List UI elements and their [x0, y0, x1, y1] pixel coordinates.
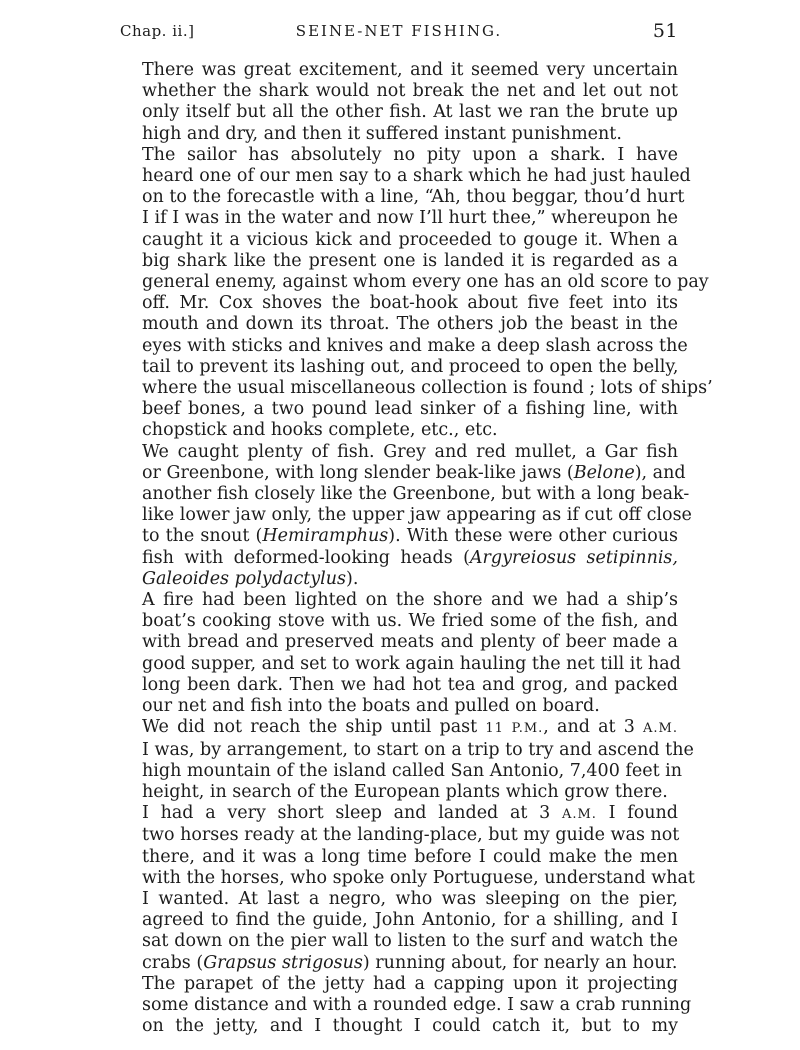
text-line: tail to prevent its lashing out, and proceed to open the belly, — [142, 356, 679, 377]
text-line: eyes with sticks and knives and make a deep slash across the — [142, 335, 688, 356]
paragraph — [120, 441, 692, 590]
species-name: Hemiramphus — [262, 526, 389, 547]
text-line: high mountain of the island called San Antonio, 7,400 feet in — [142, 760, 683, 781]
species-name: Galeoides polydactylus — [142, 568, 347, 589]
text-line: with the horses, who spoke only Portuguese, understand what — [142, 867, 695, 888]
text-line: The sailor has absolutely no pity upon a shark. I have — [142, 144, 678, 165]
text-line: I if I was in the water and now I’ll hurt thee,” whereupon he — [142, 208, 678, 229]
text-line: where the usual miscellaneous collection is found ; lots of ships’ — [142, 378, 713, 399]
text-line: fish with deformed-looking heads (Argyreiosus setipinnis, — [142, 547, 678, 568]
text-line: We caught plenty of fish. Grey and red mullet, a Gar fish — [142, 441, 678, 462]
page-body — [120, 60, 713, 1037]
text-line: general enemy, against whom every one has an old score to pay — [142, 272, 709, 293]
text-line: beef bones, a two pound lead sinker of a fishing line, with — [142, 399, 678, 420]
text-line: I was, by arrangement, to start on a trip to try and ascend the — [142, 739, 694, 760]
text-line: The parapet of the jetty had a capping upon it projecting — [142, 973, 678, 994]
text-line: some distance and with a rounded edge. I saw a crab running — [142, 994, 692, 1015]
text-line: big shark like the present one is landed it is regarded as a — [142, 250, 678, 271]
text-line: heard one of our men say to a shark which he had just hauled — [142, 166, 691, 187]
text-line: boat’s cooking stove with us. We fried some of the fish, and — [142, 611, 678, 632]
text-line: off. Mr. Cox shoves the boat-hook about five feet into its — [142, 293, 678, 314]
text-line: chopstick and hooks complete, etc., etc. — [142, 420, 498, 441]
text-line: there, and it was a long time before I could make the men — [142, 846, 678, 867]
species-name: Belone — [573, 462, 635, 483]
chapter-label: Chap. ii.] — [120, 22, 195, 40]
text-line: on to the forecastle with a line, “Ah, thou beggar, thou’d hurt — [142, 187, 685, 208]
text-line: A fire had been lighted on the shore and we had a ship’s — [142, 590, 678, 611]
running-title: SEINE-NET FISHING. — [295, 22, 503, 40]
time-label: A.M. — [642, 721, 678, 737]
text-line: like lower jaw only, the upper jaw appearing as if cut off close — [142, 505, 692, 526]
time-label: 11 P.M. — [485, 721, 544, 737]
text-line: I had a very short sleep and landed at 3 A.M. I found — [142, 803, 678, 824]
paragraph — [120, 590, 681, 717]
text-line: We did not reach the ship until past 11 P.M., and at 3 A.M. — [142, 717, 678, 738]
text-line: long been dark. Then we had hot tea and grog, and packed — [142, 674, 678, 695]
text-line: or Greenbone, with long slender beak-like jaws (Belone), and — [142, 462, 686, 483]
species-name: Grapsus strigosus — [203, 952, 363, 973]
text-line: another fish closely like the Greenbone, but with a long beak- — [142, 484, 690, 505]
paragraph — [120, 60, 678, 145]
paragraph — [120, 803, 695, 974]
text-line: There was great excitement, and it seemed very uncertain — [142, 60, 678, 80]
text-line: Galeoides polydactylus). — [142, 568, 359, 589]
text-line: height, in search of the European plants which grow there. — [142, 781, 668, 802]
text-line: with bread and preserved meats and plenty of beer made a — [142, 632, 678, 653]
text-line: caught it a vicious kick and proceeded to gouge it. When a — [142, 229, 678, 250]
time-label: A.M. — [561, 807, 597, 823]
species-name: Argyreiosus setipinnis, — [469, 547, 678, 568]
text-line: two horses ready at the landing-place, but my guide was not — [142, 825, 680, 846]
paragraph — [120, 144, 713, 442]
paragraph — [120, 717, 694, 803]
page-number: 51 — [652, 20, 678, 42]
paragraph — [120, 973, 692, 1038]
text-line: sat down on the pier wall to listen to the surf and watch the — [142, 931, 678, 952]
text-line: high and dry, and then it suffered instant punishment. — [142, 123, 622, 144]
text-line: crabs (Grapsus strigosus) running about, for nearly an hour. — [142, 952, 678, 973]
text-line: our net and fish into the boats and pulled on board. — [142, 696, 600, 717]
text-line: mouth and down its throat. The others job the beast in the — [142, 314, 678, 335]
text-line: agreed to find the guide, John Antonio, for a shilling, and I — [142, 910, 678, 931]
text-line: on the jetty, and I thought I could catch it, but to my — [142, 1016, 678, 1037]
text-line: whether the shark would not break the net and let out not — [142, 81, 678, 102]
text-line: good supper, and set to work again hauling the net till it had — [142, 653, 681, 674]
running-header — [120, 22, 678, 46]
text-line: I wanted. At last a negro, who was sleeping on the pier, — [142, 888, 678, 909]
text-line: to the snout (Hemiramphus). With these were other curious — [142, 526, 678, 547]
text-line: only itself but all the other fish. At last we ran the brute up — [142, 102, 678, 123]
